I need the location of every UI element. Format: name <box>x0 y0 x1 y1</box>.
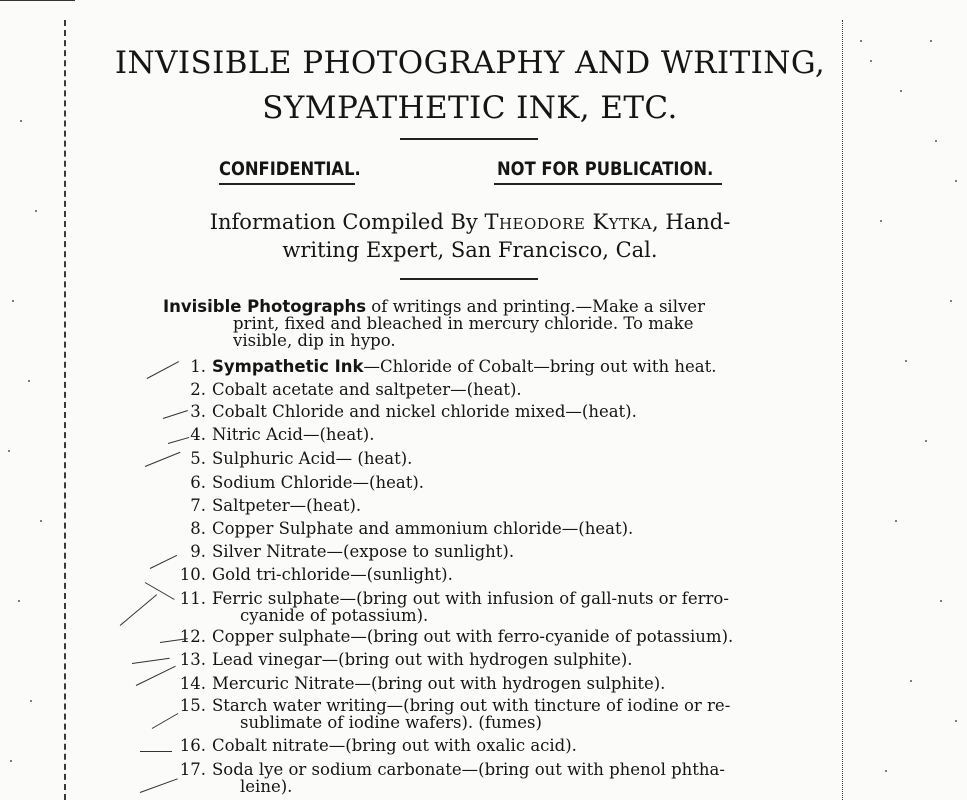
pen-tick-mark <box>140 751 172 752</box>
confidential-label: CONFIDENTIAL. <box>219 158 361 180</box>
item-continuation: cyanide of potassium). <box>240 606 429 625</box>
list-item <box>150 520 790 537</box>
item-number: 15. <box>179 696 206 715</box>
list-item <box>150 651 790 668</box>
list-item <box>150 403 790 420</box>
scan-speck <box>930 40 932 42</box>
item-text: Mercuric Nitrate—(bring out with hydrogen sulphite). <box>212 674 666 693</box>
compiled-by-text <box>160 208 780 264</box>
scan-speck <box>935 140 937 142</box>
title-line-2: SYMPATHETIC INK, ETC. <box>262 90 678 126</box>
confidential-underline <box>219 183 355 185</box>
item-text: Ferric sulphate—(bring out with infusion of gall-nuts or ferro- <box>212 589 729 608</box>
item-number: 7. <box>190 496 206 515</box>
scan-speck <box>870 60 872 62</box>
list-item <box>150 450 790 467</box>
item-number: 2. <box>190 380 206 399</box>
scan-speck <box>955 720 957 722</box>
scan-speck <box>955 180 957 182</box>
list-item <box>150 761 790 795</box>
item-heading: Sympathetic Ink <box>212 357 364 376</box>
scan-speck <box>885 770 887 772</box>
item-number: 10. <box>179 565 206 584</box>
item-number: 1. <box>190 357 206 376</box>
item-number: 9. <box>190 542 206 561</box>
item-number: 4. <box>190 425 206 444</box>
compiled-prefix: Information Compiled By <box>209 210 485 234</box>
intro-line-1: of writings and printing.—Make a silver <box>366 297 705 316</box>
item-text: Saltpeter—(heat). <box>212 496 362 515</box>
item-text: Silver Nitrate—(expose to sunlight). <box>212 542 515 561</box>
item-text: Nitric Acid—(heat). <box>212 425 375 444</box>
item-text: Copper Sulphate and ammonium chloride—(heat). <box>212 519 634 538</box>
scan-speck <box>20 120 22 122</box>
scan-speck <box>900 90 902 92</box>
item-number: 11. <box>179 589 206 608</box>
section-divider <box>400 278 538 280</box>
scan-speck <box>30 700 32 702</box>
not-for-publication-underline <box>494 183 722 185</box>
list-item <box>150 628 790 645</box>
list-item <box>150 590 790 624</box>
title-line-1: INVISIBLE PHOTOGRAPHY AND WRITING, <box>114 45 826 81</box>
scan-speck <box>940 600 942 602</box>
item-text: Cobalt Chloride and nickel chloride mixed—(heat). <box>212 402 637 421</box>
item-text: Gold tri-chloride—(sunlight). <box>212 565 453 584</box>
compiled-line-2: writing Expert, San Francisco, Cal. <box>282 238 658 262</box>
item-text: Copper sulphate—(bring out with ferro-cyanide of potassium). <box>212 627 734 646</box>
item-text: Sodium Chloride—(heat). <box>212 473 425 492</box>
scan-speck <box>35 210 37 212</box>
intro-paragraph <box>163 298 788 349</box>
intro-line-3: visible, dip in hypo. <box>233 331 396 350</box>
title-divider <box>400 138 538 140</box>
item-text: Cobalt acetate and saltpeter—(heat). <box>212 380 522 399</box>
item-number: 17. <box>179 760 206 779</box>
list-item <box>150 737 790 754</box>
scan-speck <box>860 40 862 42</box>
scan-speck <box>950 300 952 302</box>
list-item <box>150 675 790 692</box>
left-column-border <box>64 20 66 800</box>
scan-speck <box>925 440 927 442</box>
list-item <box>150 566 790 583</box>
list-item <box>150 697 790 731</box>
scan-speck <box>905 360 907 362</box>
item-number: 16. <box>179 736 206 755</box>
item-number: 14. <box>179 674 206 693</box>
right-column-border <box>842 20 843 800</box>
scan-speck <box>12 300 14 302</box>
scan-speck <box>910 680 912 682</box>
item-number: 5. <box>190 449 206 468</box>
compiled-author: Theodore Kytka <box>484 210 653 234</box>
scan-speck <box>880 220 882 222</box>
intro-heading: Invisible Photographs <box>163 297 367 316</box>
list-item <box>150 543 790 560</box>
compiled-suffix: , Hand- <box>652 210 731 234</box>
list-item <box>150 381 790 398</box>
top-edge-rule <box>0 0 75 1</box>
item-continuation: sublimate of iodine wafers). (fumes) <box>240 713 542 732</box>
item-number: 6. <box>190 473 206 492</box>
scan-speck <box>18 600 20 602</box>
list-item <box>150 426 790 443</box>
item-text: Soda lye or sodium carbonate—(bring out with phenol phtha- <box>212 760 725 779</box>
item-continuation: leine). <box>240 777 293 796</box>
item-text: —Chloride of Cobalt—bring out with heat. <box>363 357 717 376</box>
item-text: Sulphuric Acid— (heat). <box>212 449 413 468</box>
item-text: Lead vinegar—(bring out with hydrogen sulphite). <box>212 650 633 669</box>
not-for-publication-label: NOT FOR PUBLICATION. <box>497 158 714 180</box>
item-number: 13. <box>179 650 206 669</box>
item-number: 8. <box>190 519 206 538</box>
list-item <box>150 474 790 491</box>
scan-speck <box>8 450 10 452</box>
intro-line-2: print, fixed and bleached in mercury chloride. To make <box>233 314 694 333</box>
item-text: Starch water writing—(bring out with tincture of iodine or re- <box>212 696 731 715</box>
item-number: 3. <box>190 402 206 421</box>
item-number: 12. <box>179 627 206 646</box>
item-text: Cobalt nitrate—(bring out with oxalic acid). <box>212 736 577 755</box>
scan-speck <box>10 760 12 762</box>
list-item <box>150 497 790 514</box>
scan-speck <box>28 380 30 382</box>
list-item <box>150 358 790 375</box>
scan-speck <box>40 520 42 522</box>
scan-speck <box>895 520 897 522</box>
